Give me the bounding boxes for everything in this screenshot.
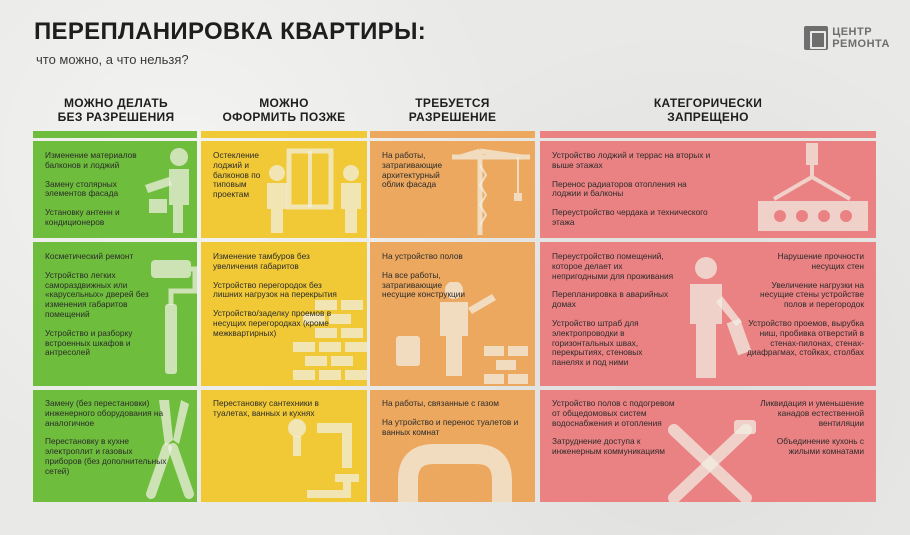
green-cell-row3 [33,390,197,502]
text-item: Замену (без перестановки) инженерного оборудования на аналогичное [45,398,164,428]
text-item: Устройство/заделку проемов в несущих перегородках (кроме межквартирных) [213,308,332,338]
page-subtitle: что можно, а что нельзя? [36,52,189,67]
pipe-icon [388,440,522,502]
crane-hook-slab-icon [752,143,874,237]
text-item: Устройство лоджий и террас на вторых и выше этажах [552,150,711,170]
text-item: Перестановку в кухне электроплит и газовых приборов (без дополнительных сетей) [45,436,167,476]
crane-icon [450,145,534,237]
text-item: Установку антенн и кондиционеров [45,207,120,227]
text-item: Перестановку сантехники в туалетах, ванных и кухнях [213,398,319,418]
text-item: Устройство и разборку встроенных шкафов и антресолей [45,327,133,358]
orange-cell-row2 [370,242,535,386]
text-item: На работы, затрагивающие архитектурный облик фасада [382,150,443,190]
text-item: Устройство штраб для электропроводки в горизонтальных швах, перекрытиях, стеновых панелях и под ними [552,317,643,368]
red-cell-row3 [540,390,876,502]
text-item: Ликвидация и уменьшение канадов естественной вентиляции [760,398,864,428]
column-heading-permission: ТРЕБУЕТСЯ РАЗРЕШЕНИЕ [408,96,497,124]
text-item: На работы, связанные с газом [382,398,499,408]
text-item: Переустройство чердака и технического этажа [552,207,708,227]
orange-cell-row1 [370,141,535,238]
yellow-cell-row3 [201,390,367,502]
green-cell-row2 [33,242,197,386]
orange-cell-row3 [370,390,535,502]
text-item: Нарушение прочности несущих стен [777,251,864,271]
logo-line-1: ЦЕНТР [832,26,873,38]
yellow-bar [201,131,367,138]
text-item: На утройство и перенос туалетов и ванных комнат [382,416,519,437]
yellow-cell-row1 [201,141,367,238]
text-item: На все работы, затрагивающие несущие конструкции [382,269,466,300]
column-heading-allowed: МОЖНО ДЕЛАТЬ БЕЗ РАЗРЕШЕНИЯ [57,96,175,124]
green-cell-row1 [33,141,197,238]
text-item: Замену столярных элементов фасада [45,178,119,199]
text-item: Устройство проемов, вырубка ниш, пробивка отверстий в стенах-пилонах, стенах-диафрагмах, стойках, столбах [747,317,864,358]
brand-logo[interactable] [804,26,890,50]
text-item: Затруднение доступа к инженерным коммуникациям [552,436,665,457]
green-bar [33,131,197,138]
column-heading-forbidden: КАТЕГОРИЧЕСКИ ЗАПРЕЩЕНО [653,96,763,124]
text-item: На устройство полов [382,251,463,261]
text-item: Изменение тамбуров без увеличения габаритов [213,251,310,271]
red-cell-row2 [540,242,876,386]
text-item: Устройство легких самораздвижных или «карусельных» дверей без изменения габаритов помещений [45,269,149,319]
column-heading-later: МОЖНО ОФОРМИТЬ ПОЗЖЕ [222,96,346,124]
yellow-cell-row2 [201,242,367,386]
text-item: Переустройство помещений, которое делает их непригодными для проживания [552,251,674,281]
text-item: Объединение кухонь с жилыми комнатами [776,436,864,457]
text-item: Перепланировка в аварийных домах [552,289,669,310]
page-title: ПЕРЕПЛАНИРОВКА КВАРТИРЫ: [34,18,427,45]
logo-line-2: РЕМОНТА [832,38,890,50]
text-item: Устройство перегородок без лишних нагрузок на перекрытия [213,279,337,300]
text-item: Увеличение нагрузки на несущие стены устройстве полов и перегородок [760,279,864,310]
text-item: Перенос радиаторов отопления на лоджии и балконы [552,178,687,199]
text-item: Устройство полов с подогревом от общедомовых систем водоснабжения и отопления [552,398,675,428]
renovation-logo-icon [804,26,828,50]
red-cell-row1 [540,141,876,238]
text-item: Косметический ремонт [45,251,134,261]
text-item: Изменение материалов балконов и лоджий [45,150,137,170]
orange-bar [370,131,535,138]
red-bar [540,131,876,138]
text-item: Остекление лоджий и балконов по типовым проектам [213,150,261,200]
